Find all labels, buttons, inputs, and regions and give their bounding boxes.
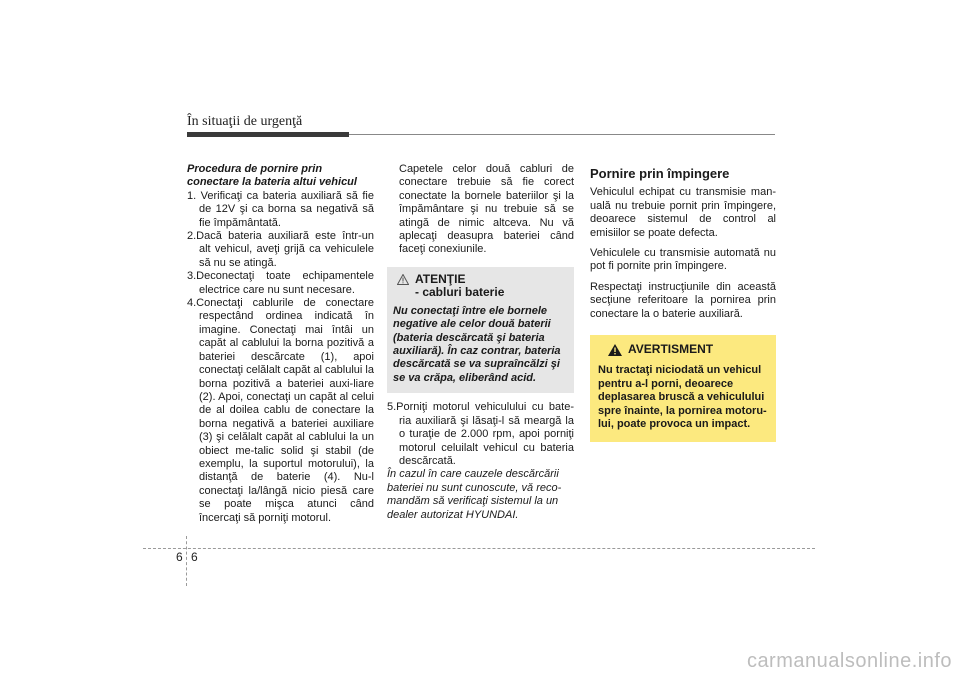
list-item: 1. Verificaţi ca bateria auxiliară să fie de 12V şi ca borna sa negativă să fie împământată. bbox=[187, 189, 374, 229]
header-rule bbox=[349, 134, 775, 135]
column-middle bbox=[387, 163, 574, 522]
paragraph: Vehiculele cu transmisie automată nu pot fi pornite prin împingere. bbox=[590, 247, 776, 273]
caution-box bbox=[387, 267, 574, 393]
warning-box bbox=[590, 335, 776, 441]
caution-subtitle: - cabluri baterie bbox=[415, 284, 505, 299]
list-item: 2.Dacă bateria auxiliară este într-un alt vehicul, aveţi grijă ca vehiculele să nu se atingă. bbox=[187, 230, 374, 269]
list-item: 5.Porniţi motorul vehiculului cu bate-ria auxiliară şi lăsaţi-l să meargă la o turaţie de 2.000 rpm, apoi porniţi motorul celuilalt vehicul cu bateria descărcată. bbox=[387, 401, 574, 467]
caution-triangle-icon bbox=[397, 274, 409, 285]
paragraph: Respectaţi instrucţiunile din această secţiune referitoare la pornirea prin conectare la o baterie auxiliară. bbox=[590, 280, 776, 320]
chapter-number: 6 bbox=[176, 550, 183, 564]
list-item: 4.Conectaţi cablurile de conectare respectând ordinea indicată în imagine. Conectaţi mai întâi un capăt al cablului la borna pozitivă a bateriei descărcate (1), apoi conectaţi celălalt capăt al cablului la borna pozitivă a bateriei auxi-liare (2). Apoi, conectaţi un capăt al celui de al doilea cablu de conectare la borna negativă a bateriei auxiliare (3) şi celălalt capăt al cablului la un obiect me-talic solid şi stabil (de exemplu, la suportul motorului), la distanţă de baterie (4). Nu-l conectaţi la/lângă nicio piesă care se poate mişca atunci când încercaţi să porniţi motorul. bbox=[187, 297, 374, 524]
list-item: 3.Deconectaţi toate echipamentele electrice care nu sunt necesare. bbox=[187, 270, 374, 296]
caution-text: Nu conectaţi între ele bornele negative ale celor două baterii (bateria descărcată şi bateria auxiliară). În caz contrar, bateria descărcată se va supraîncălzi şi se va crăpa, eliberând acid. bbox=[393, 304, 561, 384]
warning-triangle-icon bbox=[608, 344, 622, 356]
dealer-note: În cazul în care cauzele descărcării bateriei nu sunt cunoscute, vă reco-mandăm să verificaţi sistemul la un dealer autorizat HYUNDAI. bbox=[387, 468, 562, 521]
page-number: 6 bbox=[191, 550, 198, 564]
warning-text: Nu tractaţi niciodată un vehicul pentru a-l porni, deoarece deplasarea bruscă a vehiculului spre înainte, la pornirea motoru-lui, poate provoca un impact. bbox=[598, 364, 767, 431]
cable-connection-paragraph: Capetele celor două cabluri de conectare trebuie să fie corect conectate la bornele bateriilor şi la împământare şi nu trebuie să se atingă de nimic altceva. Nu vă aplecaţi deasupra bateriei când faceţi conexiunile. bbox=[399, 163, 574, 256]
watermark: carmanualsonline.info bbox=[746, 650, 952, 672]
warning-header bbox=[608, 343, 768, 356]
paragraph: Vehiculul echipat cu transmisie man-uală nu trebuie pornit prin împingere, deoarece sistemul de control al emisiilor se poate defecta. bbox=[590, 186, 776, 239]
caution-header bbox=[397, 273, 568, 299]
page-header-title: În situaţii de urgenţă bbox=[187, 114, 303, 129]
warning-title: AVERTISMENT bbox=[628, 342, 714, 357]
header-bar bbox=[187, 132, 349, 137]
footer-rule bbox=[143, 548, 815, 549]
column-left bbox=[187, 163, 374, 525]
column-right bbox=[590, 163, 776, 442]
caution-title: ATENŢIE bbox=[415, 271, 466, 286]
section-title-push-start: Pornire prin împingere bbox=[590, 166, 730, 181]
section-title-jump-start: Procedura de pornire prin conectare la bateria altui vehicul bbox=[187, 163, 357, 189]
footer-divider bbox=[186, 536, 187, 586]
